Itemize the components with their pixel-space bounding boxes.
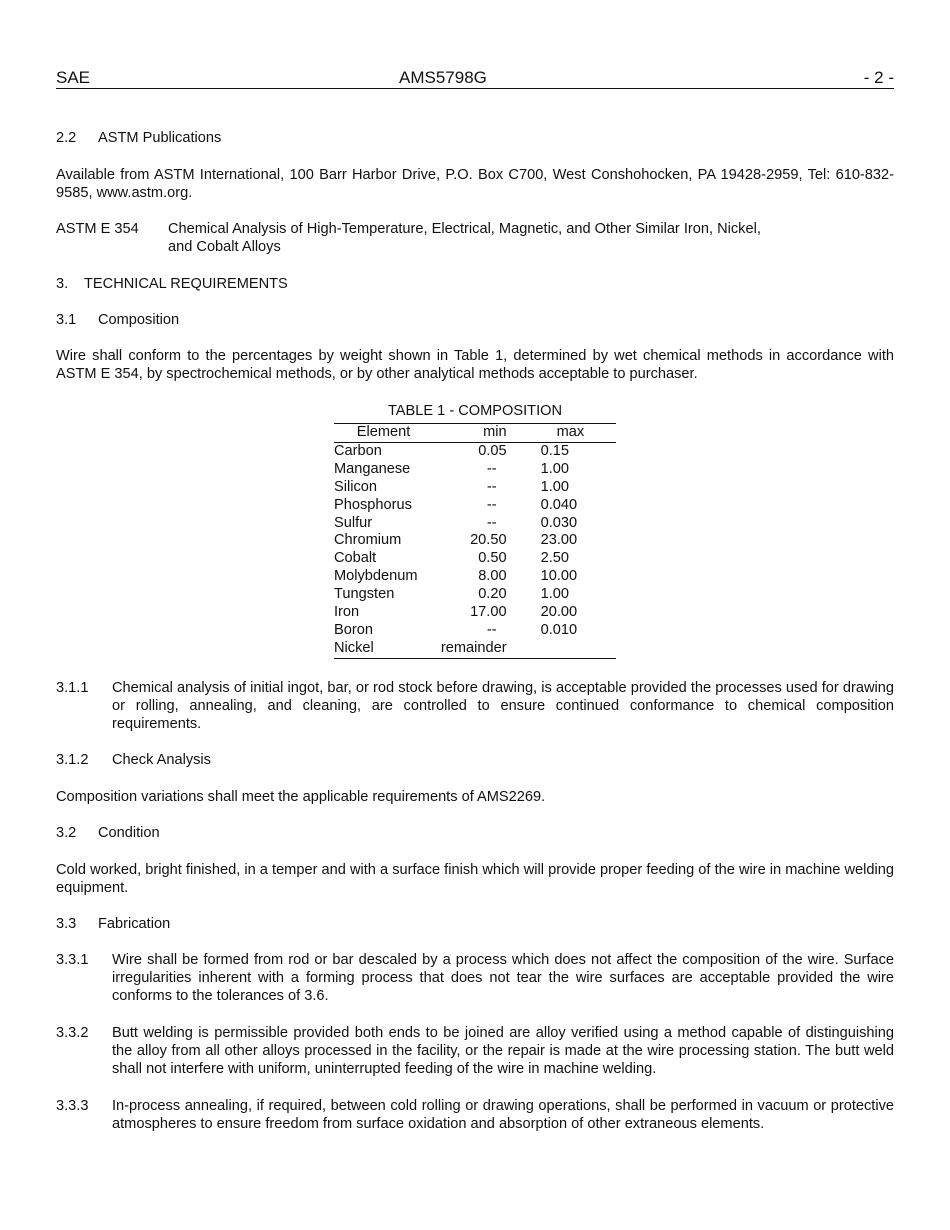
header-page-number: - 2 - [863, 68, 894, 87]
cell-element: Tungsten [334, 586, 395, 603]
section-2-2-heading [56, 129, 894, 147]
cell-min: 0.05 [478, 442, 507, 459]
section-number: 3.3 [56, 916, 77, 932]
table-row [334, 568, 616, 586]
section-title: Condition [98, 825, 160, 841]
section-number: 3.1.2 [56, 752, 89, 768]
cell-min: remainder [433, 640, 521, 658]
cell-max: 23.00 [540, 532, 578, 549]
section-3-1-1 [56, 679, 894, 733]
cell-min: 0.20 [478, 586, 507, 603]
cell-max: 0.15 [540, 442, 569, 459]
section-3-2-heading [56, 824, 894, 842]
section-title: ASTM Publications [98, 130, 222, 146]
cell-min: 20.50 [470, 532, 507, 549]
table-row [334, 586, 616, 604]
section-3-3-1 [56, 951, 894, 1005]
page-header [56, 68, 894, 89]
cell-max: 1.00 [540, 478, 569, 495]
table-1-title: TABLE 1 - COMPOSITION [387, 403, 563, 419]
cell-min: -- [486, 496, 497, 513]
table-header-row [334, 424, 616, 443]
section-title: TECHNICAL REQUIREMENTS [84, 276, 288, 292]
cell-element: Sulfur [334, 514, 373, 531]
cell-max: 20.00 [540, 604, 578, 621]
section-number: 3.3.1 [56, 952, 89, 968]
astm-availability-paragraph: Available from ASTM International, 100 Barr Harbor Drive, P.O. Box C700, West Conshohocken, PA 19428-2959, Tel: 610-832-9585, www.astm.org. [56, 167, 894, 201]
composition-table [334, 423, 616, 659]
section-3-3-heading [56, 915, 894, 933]
cell-max: 1.00 [540, 586, 569, 603]
section-3-1-2-heading [56, 751, 894, 769]
cell-max: 1.00 [540, 460, 569, 477]
cell-element: Cobalt [334, 550, 377, 567]
condition-paragraph: Cold worked, bright finished, in a temper and with a surface finish which will provide proper feeding of the wire in machine welding equipment. [56, 862, 894, 896]
cell-max: 2.50 [540, 550, 569, 567]
cell-max: 0.040 [540, 496, 578, 513]
header-org: SAE [56, 68, 91, 87]
column-header-min: min [433, 424, 521, 443]
section-title: Composition [98, 312, 180, 328]
section-text: Wire shall be formed from rod or bar descaled by a process which does not affect the composition of the wire. Surface irregularities inherent with a forming process that does not tear the wire surfaces are acceptable provided the wire conforms to the tolerances of 3.6. [112, 952, 894, 1004]
cell-min: 0.50 [478, 550, 507, 567]
table-row [334, 442, 616, 460]
section-number: 3.1.1 [56, 680, 89, 696]
table-row [334, 532, 616, 550]
section-number: 3.3.2 [56, 1025, 89, 1041]
cell-min: -- [486, 621, 497, 638]
cell-element: Phosphorus [334, 496, 412, 513]
cell-max: 0.030 [540, 514, 578, 531]
cell-min: -- [486, 460, 497, 477]
reference-code: ASTM E 354 [56, 221, 139, 237]
table-row [334, 604, 616, 622]
composition-paragraph: Wire shall conform to the percentages by weight shown in Table 1, determined by wet chemical methods in accordance with ASTM E 354, by spectrochemical methods, or by other analytical methods acceptable to purchaser. [56, 348, 894, 382]
column-header-element: Element [334, 424, 433, 443]
cell-max [521, 640, 616, 658]
table-row [334, 497, 616, 515]
cell-element: Manganese [334, 460, 411, 477]
section-number: 2.2 [56, 130, 77, 146]
cell-element: Nickel [334, 640, 433, 658]
cell-element: Boron [334, 621, 373, 638]
section-title: Check Analysis [112, 752, 211, 768]
cell-max: 10.00 [540, 568, 578, 585]
cell-max: 0.010 [540, 621, 578, 638]
reference-title-line-2: and Cobalt Alloys [168, 239, 281, 255]
cell-element: Chromium [334, 532, 402, 549]
section-3-3-3 [56, 1097, 894, 1133]
table-row [334, 461, 616, 479]
cell-element: Iron [334, 604, 360, 621]
column-header-max: max [521, 424, 616, 443]
section-number: 3.3.3 [56, 1098, 89, 1114]
table-body [334, 442, 616, 658]
header-doc-number: AMS5798G [399, 68, 487, 87]
cell-element: Silicon [334, 478, 377, 495]
section-text: Butt welding is permissible provided both ends to be joined are alloy verified using a method capable of distinguishing the alloy from all other alloys processed in the facility, or the repair is made at the wire processing station. The butt weld shall not interfere with uniform, uninterrupted feeding of the wire in machine welding. [112, 1025, 894, 1077]
section-text: In-process annealing, if required, between cold rolling or drawing operations, shall be performed in vacuum or protective atmospheres to ensure freedom from surface oxidation and absorption of other extraneous elements. [112, 1098, 894, 1132]
section-title: Fabrication [98, 916, 171, 932]
check-analysis-paragraph: Composition variations shall meet the applicable requirements of AMS2269. [56, 789, 546, 805]
section-text: Chemical analysis of initial ingot, bar, or rod stock before drawing, is acceptable provided the processes used for drawing or rolling, annealing, and cleaning, are controlled to ensure continued conformance to chemical composition requirements. [112, 680, 894, 732]
section-3-1-heading [56, 311, 894, 329]
cell-element: Molybdenum [334, 568, 418, 585]
table-row [334, 479, 616, 497]
astm-reference [56, 220, 894, 256]
section-number: 3.1 [56, 312, 77, 328]
reference-title-line-1: Chemical Analysis of High-Temperature, Electrical, Magnetic, and Other Similar Iron, Nickel, [168, 221, 761, 237]
reference-title [168, 220, 894, 256]
table-row [334, 515, 616, 533]
section-3-heading [56, 275, 894, 293]
table-row [334, 640, 616, 658]
section-number: 3. [56, 276, 69, 292]
cell-min: 8.00 [478, 568, 507, 585]
cell-min: -- [486, 478, 497, 495]
section-number: 3.2 [56, 825, 77, 841]
table-row [334, 550, 616, 568]
section-3-3-2 [56, 1024, 894, 1078]
table-row [334, 622, 616, 640]
cell-min: -- [486, 514, 497, 531]
cell-element: Carbon [334, 442, 382, 459]
cell-min: 17.00 [470, 604, 507, 621]
